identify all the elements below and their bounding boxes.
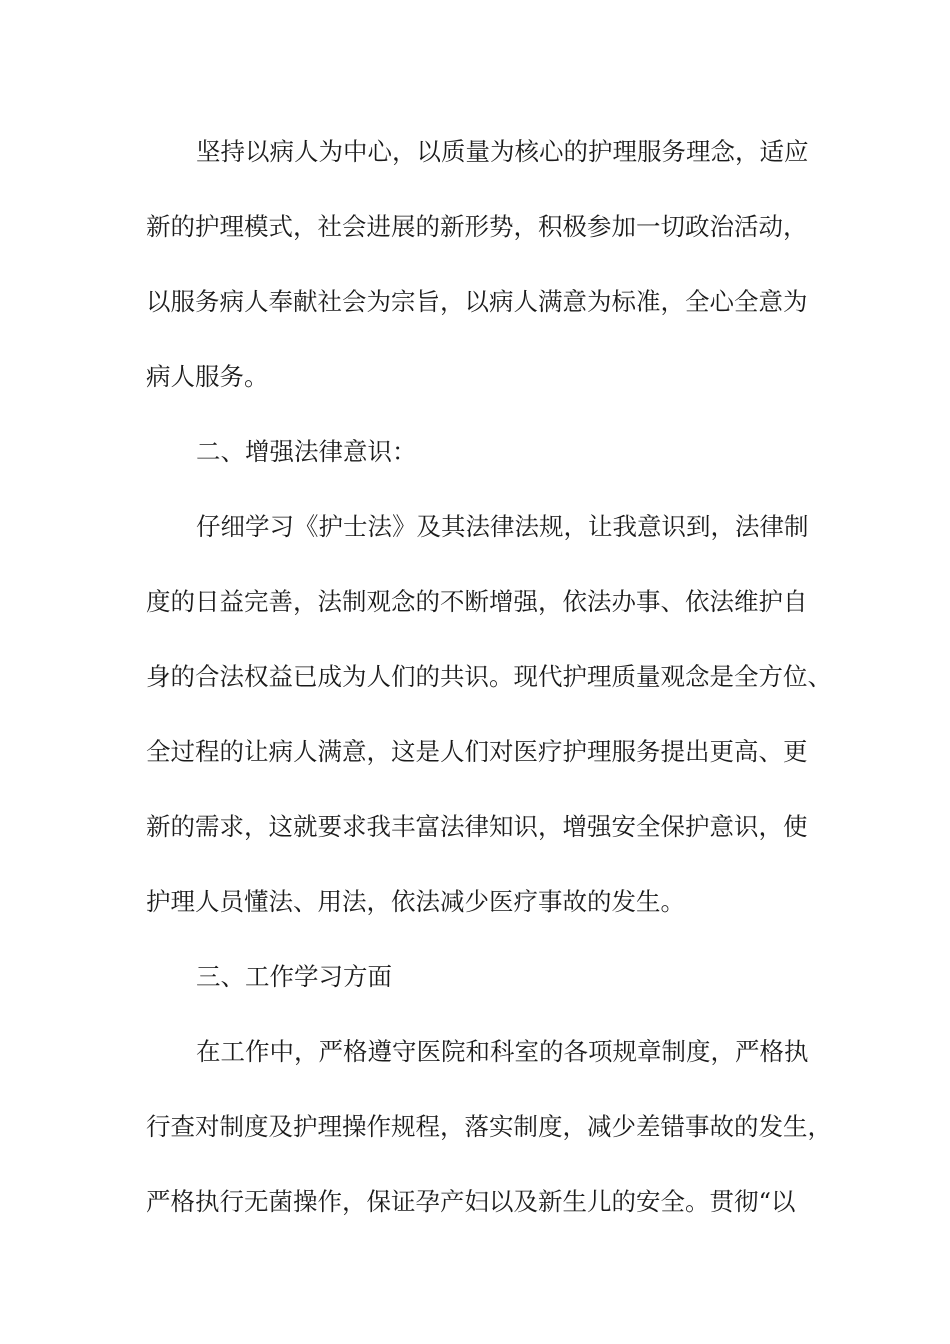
paragraph-line: 全过程的让病人满意，这是人们对医疗护理服务提出更高、更: [146, 737, 808, 766]
paragraph-line: 坚持以病人为中心，以质量为核心的护理服务理念，适应: [196, 137, 809, 166]
section-heading: 二、增强法律意识：: [196, 437, 417, 466]
paragraph-line: 度的日益完善，法制观念的不断增强，依法办事、依法维护自: [146, 587, 808, 616]
paragraph-line: 严格执行无菌操作，保证孕产妇以及新生儿的安全。贯彻“以: [146, 1187, 796, 1216]
section-heading: 三、工作学习方面: [196, 962, 392, 991]
paragraph-line: 行查对制度及护理操作规程，落实制度，减少差错事故的发生，: [146, 1112, 832, 1141]
paragraph-line: 病人服务。: [146, 362, 269, 391]
paragraph-line: 以服务病人奉献社会为宗旨，以病人满意为标准，全心全意为: [146, 287, 808, 316]
paragraph-line: 在工作中，严格遵守医院和科室的各项规章制度，严格执: [196, 1037, 809, 1066]
paragraph-line: 身的合法权益已成为人们的共识。现代护理质量观念是全方位、: [146, 662, 832, 691]
paragraph-line: 仔细学习《护士法》及其法律法规，让我意识到，法律制: [196, 512, 809, 541]
paragraph-line: 新的需求，这就要求我丰富法律知识，增强安全保护意识，使: [146, 812, 808, 841]
paragraph-line: 新的护理模式，社会进展的新形势，积极参加一切政治活动，: [146, 212, 808, 241]
paragraph-line: 护理人员懂法、用法，依法减少医疗事故的发生。: [146, 887, 685, 916]
